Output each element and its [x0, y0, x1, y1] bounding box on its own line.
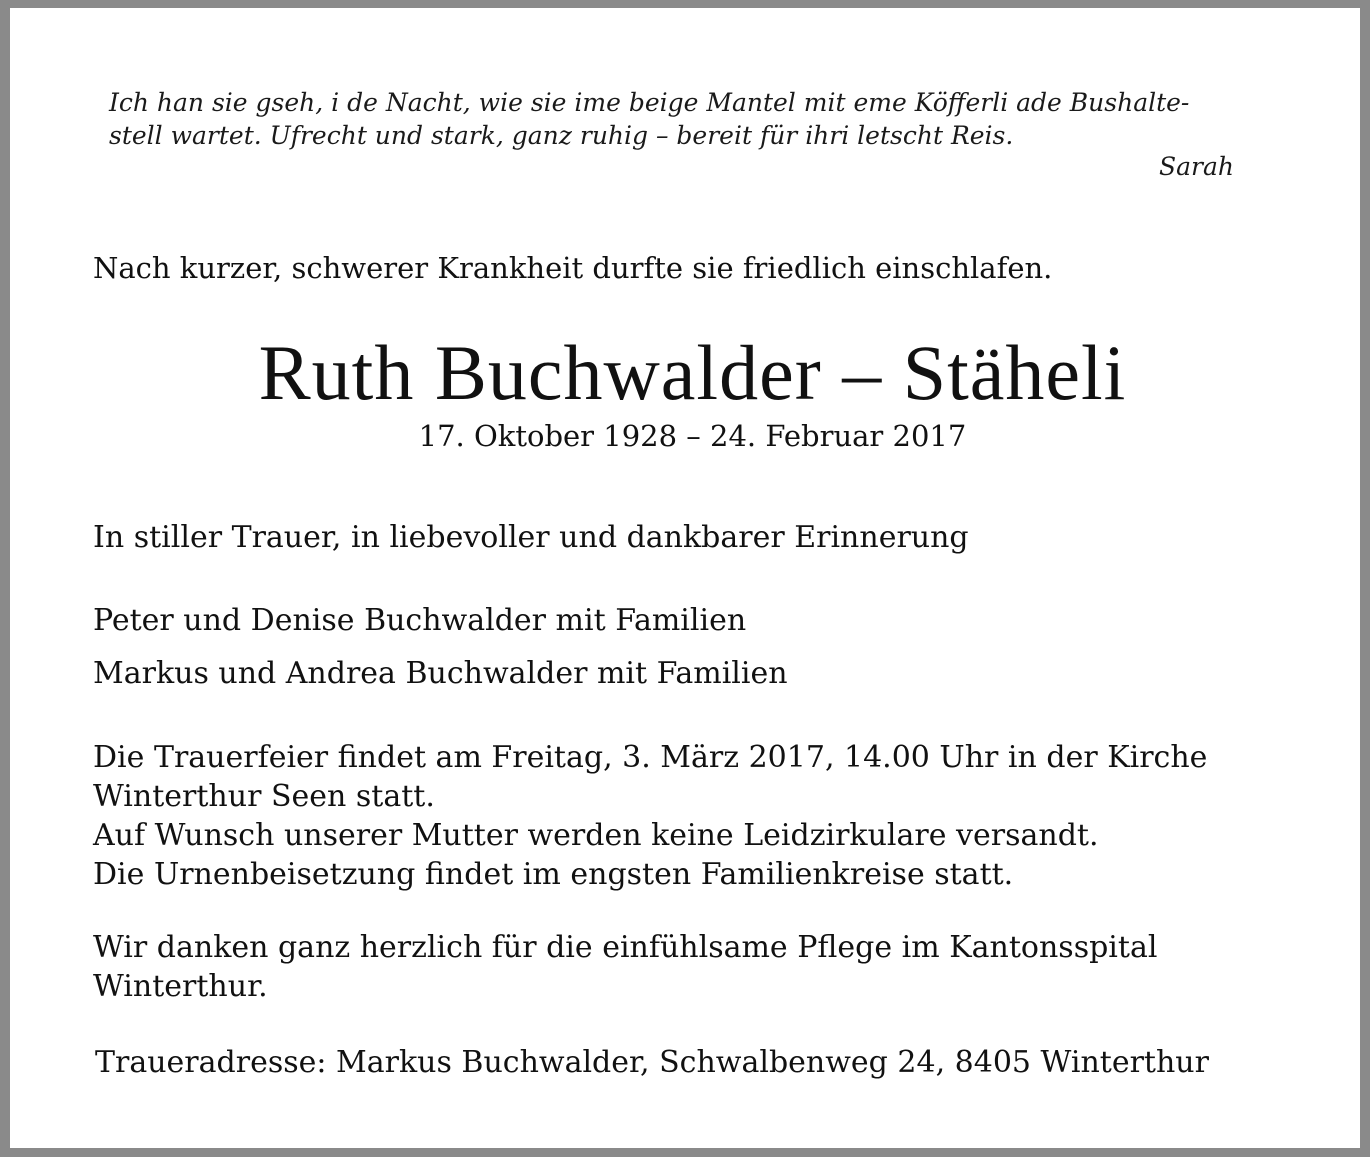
mourning-address: [95, 1043, 1209, 1082]
quote: [109, 86, 1289, 152]
family-item: Peter und Denise Buchwalder mit Familien: [93, 603, 747, 638]
family-list: [93, 594, 788, 700]
address-line: Traueradresse: Markus Buchwalder, Schwalbenweg 24, 8405 Winterthur: [95, 1045, 1209, 1080]
obituary-page: [10, 8, 1360, 1148]
quote-line: Ich han sie gseh, i de Nacht, wie sie ime beige Mantel mit eme Köfferli ade Bushalte-: [109, 88, 1190, 117]
deceased-name: Ruth Buchwalder – Stäheli: [258, 329, 1127, 416]
thanks-line: Wir danken ganz herzlich für die einfühlsame Pflege im Kantonsspital: [93, 930, 1158, 965]
mourning-text: [93, 518, 969, 557]
quote-author: Sarah: [1159, 152, 1234, 181]
intro-text: Nach kurzer, schwerer Krankheit durfte sie friedlich einschlafen.: [93, 251, 1053, 285]
thanks-text: [93, 928, 1157, 1006]
ceremony-line: Winterthur Seen statt.: [93, 779, 435, 814]
life-dates: 17. Oktober 1928 – 24. Februar 2017: [418, 419, 967, 453]
ceremony-line: Die Urnenbeisetzung findet im engsten Familienkreise statt.: [93, 857, 1014, 892]
family-item: Markus und Andrea Buchwalder mit Familien: [93, 656, 788, 691]
ceremony-info: [93, 738, 1207, 894]
mourning-line: In stiller Trauer, in liebevoller und dankbarer Erinnerung: [93, 520, 969, 555]
thanks-line: Winterthur.: [93, 969, 268, 1004]
ceremony-line: Auf Wunsch unserer Mutter werden keine Leidzirkulare versandt.: [93, 818, 1099, 853]
ceremony-line: Die Trauerfeier findet am Freitag, 3. März 2017, 14.00 Uhr in der Kirche: [93, 740, 1208, 775]
quote-line: stell wartet. Ufrecht und stark, ganz ruhig – bereit für ihri letscht Reis.: [109, 121, 1014, 150]
